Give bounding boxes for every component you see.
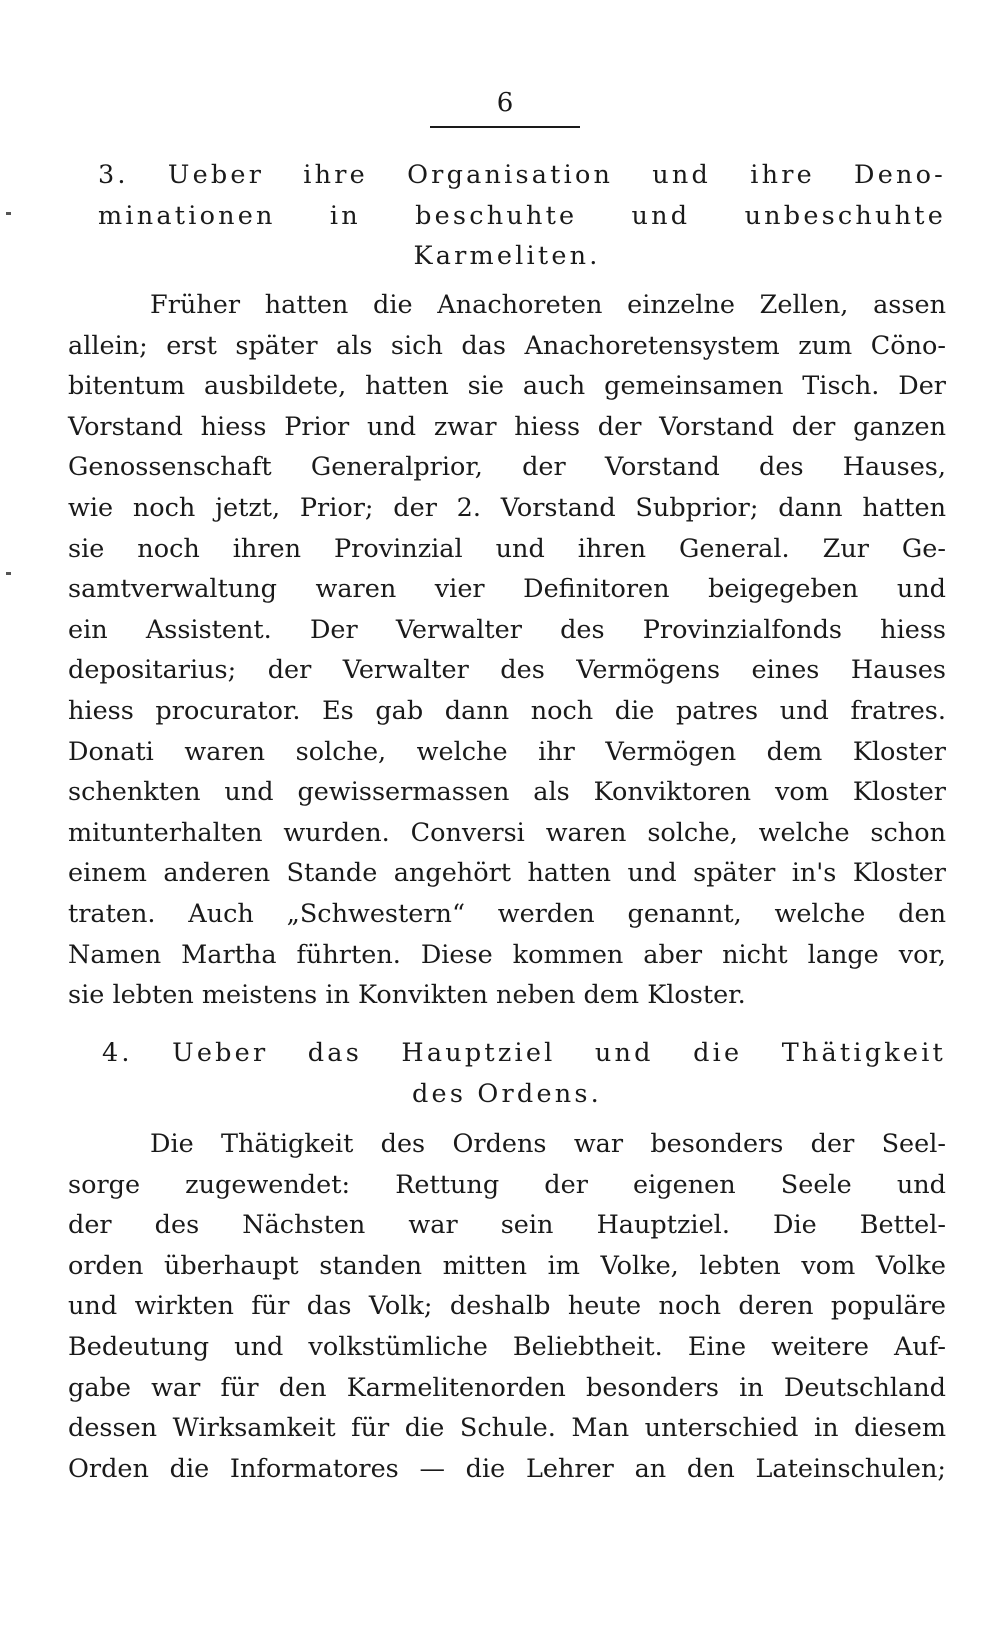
heading-line: 3. Ueber ihre Organisation und ihre Deno- — [98, 160, 946, 190]
text-line: gabe war für den Karmelitenorden besonders in Deutschland — [68, 1372, 946, 1403]
section-3-body — [68, 285, 946, 1016]
text-line: Genossenschaft Generalprior, der Vorstand des Hauses, — [68, 452, 946, 483]
page-number: 6 — [496, 88, 514, 118]
text-line: sie noch ihren Provinzial und ihren General. Zur Ge- — [68, 533, 946, 564]
text-line: schenkten und gewissermassen als Konviktoren vom Kloster — [68, 777, 946, 808]
text-line: bitentum ausbildete, hatten sie auch gemeinsamen Tisch. Der — [68, 371, 946, 402]
text-line: depositarius; der Verwalter des Vermögens eines Hauses — [68, 655, 946, 686]
text-line: dessen Wirksamkeit für die Schule. Man unterschied in diesem — [68, 1413, 946, 1444]
text-line: wie noch jetzt, Prior; der 2. Vorstand Subprior; dann hatten — [68, 492, 946, 523]
text-line: der des Nächsten war sein Hauptziel. Die Bettel- — [68, 1210, 946, 1241]
text-line: orden überhaupt standen mitten im Volke, lebten vom Volke — [68, 1250, 946, 1281]
section-4-heading — [68, 1033, 946, 1114]
margin-speck — [6, 212, 11, 215]
text-line: allein; erst später als sich das Anachoretensystem zum Cöno- — [68, 330, 946, 361]
page-number-rule — [430, 126, 580, 128]
text-line: Die Thätigkeit des Ordens war besonders der Seel- — [150, 1129, 946, 1159]
heading-line: 4. Ueber das Hauptziel und die Thätigkeit — [102, 1038, 946, 1068]
heading-line: des Ordens. — [412, 1078, 602, 1109]
margin-speck — [6, 572, 11, 575]
text-line: Früher hatten die Anachoreten einzelne Zellen, assen — [150, 290, 946, 320]
text-line: Vorstand hiess Prior und zwar hiess der Vorstand der ganzen — [68, 411, 946, 442]
text-line: sie lebten meistens in Konvikten neben dem Kloster. — [68, 980, 746, 1011]
section-3-heading — [68, 155, 946, 277]
text-line: und wirkten für das Volk; deshalb heute noch deren populäre — [68, 1291, 946, 1322]
text-line: Donati waren solche, welche ihr Vermögen dem Kloster — [68, 736, 946, 767]
heading-line: minationen in beschuhte und unbeschuhte — [98, 200, 946, 231]
text-line: Namen Martha führten. Diese kommen aber nicht lange vor, — [68, 939, 946, 970]
text-line: Bedeutung und volkstümliche Beliebtheit. Eine weitere Auf- — [68, 1331, 946, 1362]
text-line: sorge zugewendet: Rettung der eigenen Seele und — [68, 1169, 946, 1200]
text-line: traten. Auch „Schwestern“ werden genannt, welche den — [68, 898, 946, 929]
text-line: samtverwaltung waren vier Definitoren beigegeben und — [68, 574, 946, 605]
heading-line: Karmeliten. — [413, 241, 601, 272]
text-line: ein Assistent. Der Verwalter des Provinzialfonds hiess — [68, 614, 946, 645]
text-line: Orden die Informatores — die Lehrer an den Lateinschulen; — [68, 1453, 946, 1484]
text-line: mitunterhalten wurden. Conversi waren solche, welche schon — [68, 817, 946, 848]
text-line: hiess procurator. Es gab dann noch die patres und fratres. — [68, 695, 946, 726]
text-line: einem anderen Stande angehört hatten und später in's Kloster — [68, 858, 946, 889]
section-4-body — [68, 1124, 946, 1489]
